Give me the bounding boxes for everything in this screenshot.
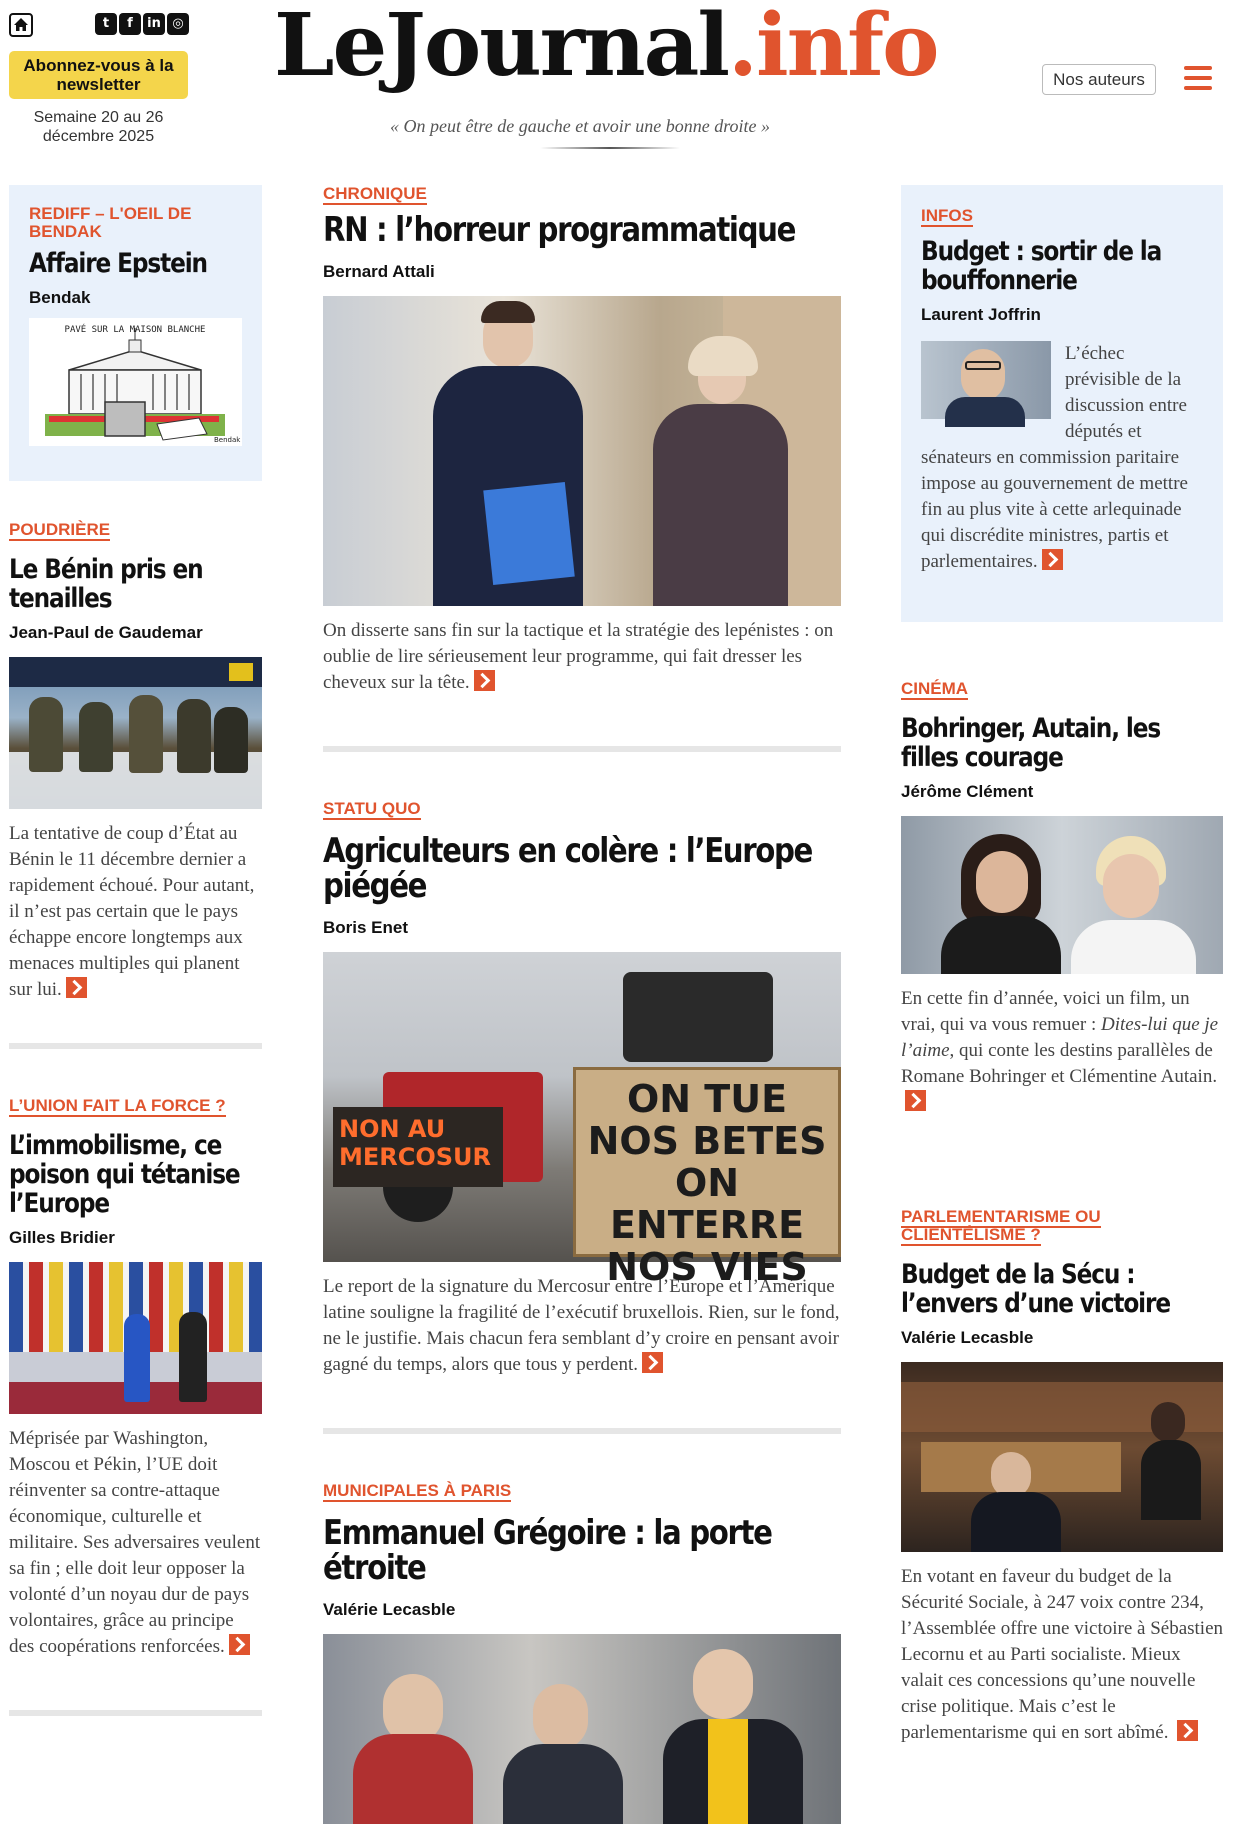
article-agriculteurs[interactable] — [323, 800, 841, 1378]
article-title[interactable]: Budget : sortir de la bouffonnerie — [921, 236, 1162, 296]
article-card-budget[interactable] — [901, 185, 1223, 622]
article-author[interactable]: Valérie Lecasble — [323, 1600, 456, 1619]
article-title[interactable]: Bohringer, Autain, les filles courage — [901, 713, 1161, 773]
joffrin-photo[interactable] — [921, 341, 1051, 419]
article-kicker[interactable]: CHRONIQUE — [323, 184, 427, 203]
tractor-photo[interactable] — [323, 952, 841, 1289]
tagline-divider — [540, 147, 680, 149]
article-title[interactable]: Le Bénin pris en tenailles — [9, 554, 203, 614]
assemblee-photo[interactable] — [901, 1362, 1223, 1552]
cinema-photo[interactable] — [901, 816, 1223, 974]
read-more-arrow-icon[interactable] — [642, 1352, 663, 1373]
site-header — [0, 0, 1234, 170]
facebook-icon[interactable]: f — [119, 13, 141, 35]
read-more-arrow-icon[interactable] — [229, 1634, 250, 1655]
article-author[interactable]: Bernard Attali — [323, 262, 435, 281]
article-excerpt: En cette fin d’année, voici un film, un vrai, qui va vous remuer : Dites-lui que je l’aime, qui conte les destins parallèles de Romane Bohringer et Clémentine Autain. — [901, 986, 1223, 1116]
read-more-arrow-icon[interactable] — [66, 977, 87, 998]
article-author[interactable]: Boris Enet — [323, 918, 409, 937]
cartoon-caption: PAVÉ SUR LA MAISON BLANCHE — [64, 325, 206, 335]
article-title[interactable]: L’immobilisme, ce poison qui tétanise l’Europe — [9, 1130, 240, 1219]
read-more-arrow-icon[interactable] — [905, 1090, 926, 1111]
read-more-arrow-icon[interactable] — [1177, 1720, 1198, 1741]
middle-column — [323, 185, 841, 1824]
right-column — [901, 185, 1223, 1746]
left-column — [9, 185, 262, 1716]
twitter-icon[interactable]: t — [95, 13, 117, 35]
article-author[interactable]: Jérôme Clément — [901, 782, 1034, 801]
article-excerpt: La tentative de coup d’État au Bénin le 11 décembre dernier a rapidement échoué. Pour autant, il n’est pas certain que le pays échappe encore longtemps aux menaces multiples qui planent sur lui. — [9, 823, 255, 1000]
article-author[interactable]: Laurent Joffrin — [921, 305, 1041, 324]
article-excerpt: On disserte sans fin sur la tactique et la stratégie des lepénistes : on oublie de lire sérieusement leur programme, qui fait dresser les cheveux sur la tête. — [323, 620, 834, 693]
article-kicker[interactable]: MUNICIPALES À PARIS — [323, 1481, 512, 1500]
article-gregoire[interactable] — [323, 1482, 841, 1824]
article-cinema[interactable] — [901, 680, 1223, 1116]
article-title[interactable]: Emmanuel Grégoire : la porte étroite — [323, 1513, 772, 1588]
article-card-bendak[interactable] — [9, 185, 262, 481]
site-tagline: « On peut être de gauche et avoir une bonne droite » — [389, 116, 771, 136]
sign-nos-betes: ON TUE NOS BETES ON ENTERRE NOS VIES — [573, 1067, 841, 1257]
article-title[interactable]: Budget de la Sécu : l’envers d’une victoire — [901, 1259, 1171, 1319]
article-kicker[interactable]: REDIFF – L'OEIL DE BENDAK — [29, 204, 192, 241]
article-europe[interactable] — [9, 1097, 262, 1660]
article-author[interactable]: Valérie Lecasble — [901, 1328, 1034, 1347]
instagram-icon[interactable]: ◎ — [167, 13, 189, 35]
gregoire-photo[interactable] — [323, 1634, 841, 1824]
article-excerpt: En votant en faveur du budget de la Sécurité Sociale, à 247 voix contre 234, l’Assemblée offre une victoire à Sébastien Lecornu et au Parti socialiste. Mieux valait ces concessions qu’une nouvelle crise politique. Mais c’est le parlementarisme qui en sort abîmé. — [901, 1566, 1224, 1743]
section-divider — [9, 1043, 262, 1049]
sign-non-au-mercosur: NON AU MERCOSUR — [333, 1107, 503, 1187]
article-excerpt: Méprisée par Washington, Moscou et Pékin, l’UE doit réinventer sa contre-attaque économique, culturelle et militaire. Ses adversaires veulent sa fin ; elle doit leur opposer la volonté d’un noyau dur de pays volontaires, grâce au principe des coopérations renforcées. — [9, 1428, 261, 1657]
article-kicker[interactable]: L’UNION FAIT LA FORCE ? — [9, 1096, 226, 1115]
article-kicker[interactable]: STATU QUO — [323, 799, 421, 818]
week-label: Semaine 20 au 26 décembre 2025 — [33, 109, 164, 145]
hamburger-menu-icon[interactable] — [1184, 66, 1212, 90]
article-secu[interactable] — [901, 1208, 1223, 1746]
article-kicker[interactable]: CINÉMA — [901, 679, 969, 698]
article-author[interactable]: Bendak — [29, 288, 91, 307]
read-more-arrow-icon[interactable] — [1042, 549, 1063, 570]
article-kicker[interactable]: INFOS — [921, 206, 973, 225]
article-kicker[interactable]: PARLEMENTARISME OU CLIENTÉLISME ? — [901, 1207, 1101, 1244]
home-icon[interactable] — [9, 13, 33, 37]
section-divider — [9, 1710, 262, 1716]
newsletter-button[interactable]: Abonnez-vous à la newsletter — [9, 51, 188, 99]
benin-photo[interactable] — [9, 657, 262, 809]
article-excerpt: Le report de la signature du Mercosur entre l’Europe et l’Amérique latine souligne la fragilité de l’exécutif bruxellois. Rien, sur le fond, ne le justifie. Mais chacun fera semblant d’y croire en pensant avoir gagné du temps, alors que tous y perdent. — [323, 1276, 840, 1375]
article-author[interactable]: Gilles Bridier — [9, 1228, 115, 1247]
social-links — [95, 13, 189, 35]
rn-photo[interactable] — [323, 296, 841, 606]
cartoon-signature: Bendak — [214, 436, 241, 444]
section-divider — [323, 1428, 841, 1434]
article-excerpt: L’échec prévisible de la discussion entre députés et sénateurs en commission paritaire impose au gouvernement de mettre fin au plus vite à cette arlequinade qui discrédite ministres, partis et parlementaires. — [921, 343, 1188, 572]
europe-photo[interactable] — [9, 1262, 262, 1414]
authors-button[interactable]: Nos auteurs — [1042, 64, 1156, 95]
read-more-arrow-icon[interactable] — [474, 670, 495, 691]
article-author[interactable]: Jean-Paul de Gaudemar — [9, 623, 203, 642]
cartoon-image[interactable] — [29, 318, 242, 446]
article-title[interactable]: Affaire Epstein — [29, 248, 207, 279]
article-title[interactable]: RN : l’horreur programmatique — [323, 210, 796, 250]
article-rn[interactable] — [323, 185, 841, 696]
linkedin-icon[interactable]: in — [143, 13, 165, 35]
article-title[interactable]: Agriculteurs en colère : l’Europe piégée — [323, 831, 813, 906]
site-logo[interactable]: LeJournal.info — [274, 0, 938, 96]
article-benin[interactable] — [9, 521, 262, 1003]
section-divider — [323, 746, 841, 752]
article-kicker[interactable]: POUDRIÈRE — [9, 520, 111, 539]
